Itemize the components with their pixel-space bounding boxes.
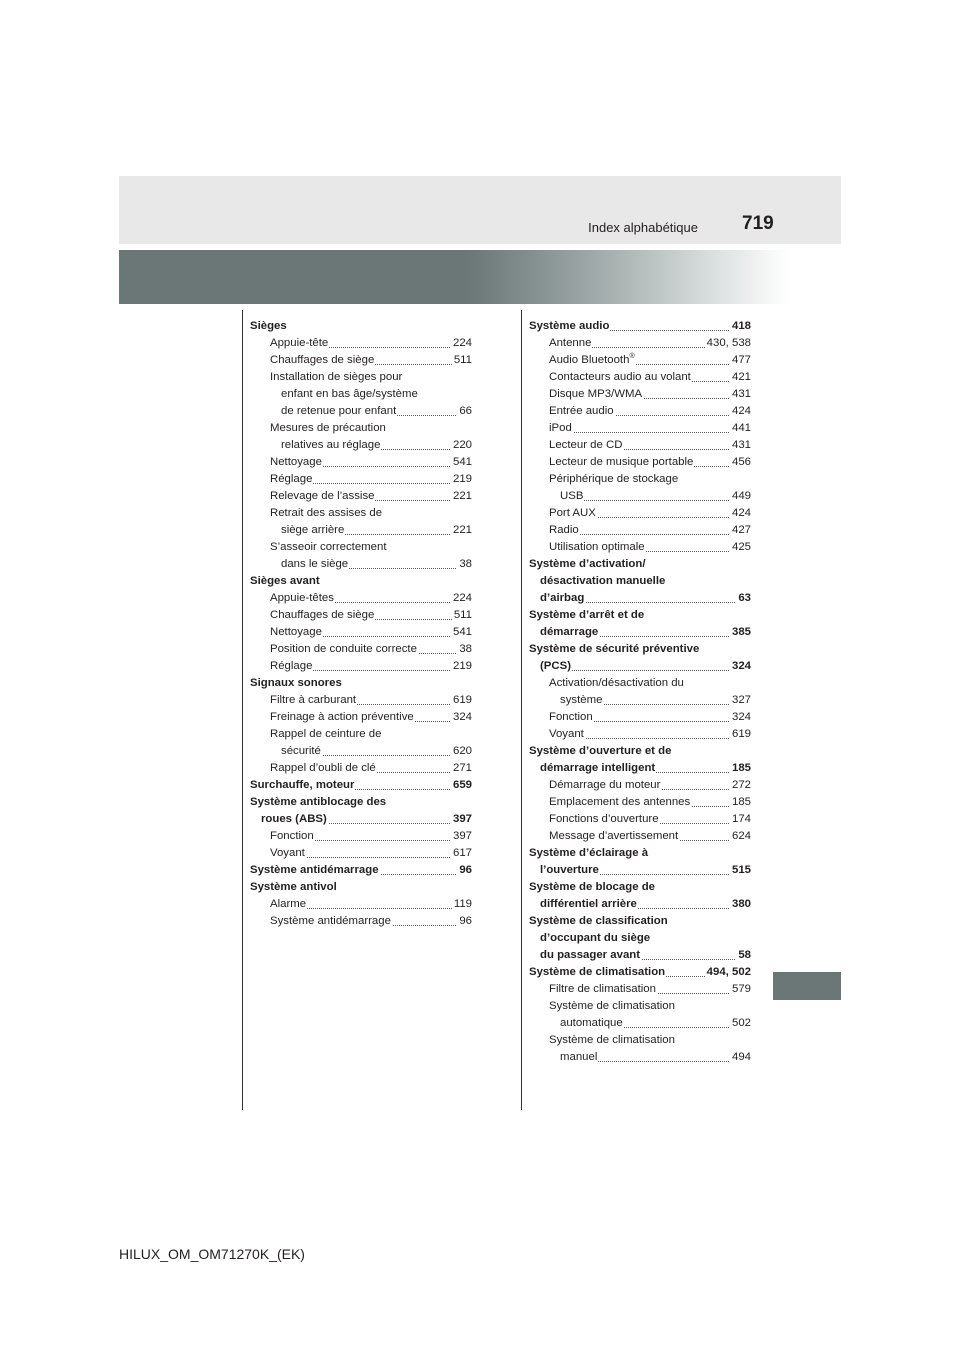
entry-text: Système d’éclairage à — [529, 847, 649, 859]
index-subentry — [250, 403, 472, 420]
entry-text: Périphérique de stockage — [549, 473, 679, 485]
index-subentry — [250, 488, 472, 505]
page-reference: 619 — [451, 692, 472, 709]
entry-text: l’ouverture — [540, 864, 599, 876]
page-reference: 431 — [730, 437, 751, 454]
page-reference: 541 — [451, 454, 472, 471]
entry-text: siège arrière — [281, 524, 345, 536]
page-reference: 327 — [730, 692, 751, 709]
index-subentry — [529, 1032, 751, 1049]
index-subentry — [529, 726, 751, 743]
index-heading — [529, 573, 751, 590]
index-heading — [529, 964, 751, 981]
index-subentry — [250, 522, 472, 539]
page-reference: 494 — [730, 1049, 751, 1066]
entry-text: Installation de sièges pour — [270, 371, 403, 383]
entry-text: système — [560, 694, 603, 706]
entry-text: Système d’ouverture et de — [529, 745, 672, 757]
dot-leader — [560, 500, 751, 501]
entry-text: Mesures de précaution — [270, 422, 386, 434]
index-subentry — [529, 794, 751, 811]
page-reference: 174 — [730, 811, 751, 828]
index-subentry — [529, 539, 751, 556]
index-subentry — [250, 658, 472, 675]
index-subentry — [529, 1015, 751, 1032]
index-heading — [529, 760, 751, 777]
entry-text: d’occupant du siège — [540, 932, 651, 944]
page-number: 719 — [742, 213, 774, 234]
index-column-left — [250, 318, 472, 930]
page-reference: 515 — [730, 862, 751, 879]
index-subentry — [529, 692, 751, 709]
index-subentry — [529, 488, 751, 505]
page-reference: 219 — [451, 471, 472, 488]
entry-text: Message d’avertissement — [549, 830, 679, 842]
entry-text: Système de blocage de — [529, 881, 655, 893]
entry-text: iPod — [549, 422, 572, 434]
entry-superscript: ® — [629, 353, 635, 361]
index-subentry — [529, 335, 751, 352]
entry-text: Système de climatisation — [549, 1000, 675, 1012]
page-reference: 224 — [451, 590, 472, 607]
index-heading — [529, 641, 751, 658]
index-heading — [250, 573, 472, 590]
page-reference: 220 — [451, 437, 472, 454]
index-heading — [529, 556, 751, 573]
index-subentry — [250, 454, 472, 471]
page-reference: 385 — [730, 624, 751, 641]
page-reference: 324 — [730, 658, 751, 675]
entry-text: Filtre de climatisation — [549, 983, 656, 995]
entry-text: Système antivol — [250, 881, 337, 893]
entry-text: démarrage intelligent — [540, 762, 656, 774]
page-reference: 324 — [451, 709, 472, 726]
entry-text: Voyant — [549, 728, 584, 740]
index-subentry — [250, 420, 472, 437]
entry-text: Rappel d’oubli de clé — [270, 762, 376, 774]
index-subentry — [529, 403, 751, 420]
index-subentry — [529, 437, 751, 454]
page-reference: 271 — [451, 760, 472, 777]
entry-text: S’asseoir correctement — [270, 541, 387, 553]
entry-text: sécurité — [281, 745, 321, 757]
header-gradient-bar — [119, 250, 789, 304]
entry-text: Port AUX — [549, 507, 596, 519]
entry-text: dans le siège — [281, 558, 349, 570]
entry-text: Réglage — [270, 660, 313, 672]
dot-leader — [549, 432, 751, 433]
page-reference: 477 — [730, 352, 751, 369]
index-subentry — [529, 709, 751, 726]
entry-text: Radio — [549, 524, 579, 536]
index-subentry — [529, 505, 751, 522]
page-reference: 624 — [730, 828, 751, 845]
page-reference: 617 — [451, 845, 472, 862]
index-subentry — [529, 981, 751, 998]
page-reference: 430, 538 — [705, 335, 751, 352]
entry-text: manuel — [560, 1051, 598, 1063]
section-title: Index alphabétique — [588, 220, 698, 235]
entry-text: Utilisation optimale — [549, 541, 645, 553]
entry-text: Entrée audio — [549, 405, 614, 417]
index-heading — [529, 624, 751, 641]
page-reference: 425 — [730, 539, 751, 556]
entry-text: Système antiblocage des — [250, 796, 387, 808]
left-column-rule — [242, 310, 243, 1110]
entry-text: (PCS) — [540, 660, 572, 672]
entry-text: Appuie-têtes — [270, 592, 334, 604]
page-reference: 221 — [451, 522, 472, 539]
entry-text: Activation/désactivation du — [549, 677, 684, 689]
header-band — [119, 176, 841, 244]
index-subentry — [529, 998, 751, 1015]
index-subentry — [529, 1049, 751, 1066]
page-reference: 431 — [730, 386, 751, 403]
page-reference: 66 — [457, 403, 472, 420]
page-reference: 219 — [451, 658, 472, 675]
entry-text: enfant en bas âge/système — [281, 388, 418, 400]
entry-text: Système de climatisation — [529, 966, 666, 978]
index-subentry — [250, 437, 472, 454]
page-reference: 224 — [451, 335, 472, 352]
page-reference: 397 — [451, 828, 472, 845]
entry-text: Antenne — [549, 337, 592, 349]
page-reference: 96 — [457, 913, 472, 930]
index-heading — [250, 777, 472, 794]
document-code: HILUX_OM_OM71270K_(EK) — [119, 1246, 305, 1262]
page-reference: 221 — [451, 488, 472, 505]
index-subentry — [250, 828, 472, 845]
entry-text: USB — [560, 490, 584, 502]
page-reference: 418 — [730, 318, 751, 335]
page-reference: 58 — [736, 947, 751, 964]
entry-text: automatique — [560, 1017, 623, 1029]
entry-text: Système d’arrêt et de — [529, 609, 645, 621]
index-heading — [529, 947, 751, 964]
index-subentry — [529, 828, 751, 845]
page-reference: 502 — [730, 1015, 751, 1032]
entry-text: Emplacement des antennes — [549, 796, 691, 808]
index-subentry — [250, 505, 472, 522]
index-heading — [529, 845, 751, 862]
index-subentry — [250, 760, 472, 777]
index-subentry — [250, 386, 472, 403]
page-reference: 119 — [452, 896, 472, 913]
index-heading — [529, 930, 751, 947]
index-subentry — [529, 454, 751, 471]
index-heading — [529, 913, 751, 930]
entry-text: Système antidémarrage — [250, 864, 379, 876]
index-subentry — [250, 845, 472, 862]
entry-text: Relevage de l’assise — [270, 490, 375, 502]
entry-text: Audio Bluetooth® — [549, 353, 635, 366]
entry-text: Sièges — [250, 320, 287, 332]
entry-text: Système d’activation/ — [529, 558, 646, 570]
index-heading — [529, 658, 751, 675]
page-reference: 63 — [736, 590, 751, 607]
chapter-side-tab — [773, 972, 841, 1000]
index-subentry — [529, 522, 751, 539]
page-reference: 541 — [451, 624, 472, 641]
index-subentry — [250, 896, 472, 913]
entry-text: Fonction — [549, 711, 593, 723]
page-reference: 619 — [730, 726, 751, 743]
page-reference: 511 — [452, 352, 472, 369]
entry-text: Filtre à carburant — [270, 694, 357, 706]
index-heading — [529, 590, 751, 607]
entry-text: Alarme — [270, 898, 307, 910]
index-subentry — [250, 335, 472, 352]
index-subentry — [529, 777, 751, 794]
index-subentry — [529, 386, 751, 403]
entry-text: Disque MP3/WMA — [549, 388, 643, 400]
page-reference: 38 — [457, 556, 472, 573]
entry-text: Nettoyage — [270, 456, 322, 468]
entry-text: Sièges avant — [250, 575, 320, 587]
index-subentry — [250, 556, 472, 573]
page-reference: 620 — [451, 743, 472, 760]
entry-text: relatives au réglage — [281, 439, 381, 451]
entry-text: Surchauffe, moteur — [250, 779, 355, 791]
entry-text: Système de sécurité préventive — [529, 643, 700, 655]
entry-text: Lecteur de musique portable — [549, 456, 694, 468]
entry-text: Chauffages de siège — [270, 354, 375, 366]
page-reference: 456 — [730, 454, 751, 471]
entry-text: du passager avant — [540, 949, 641, 961]
index-subentry — [250, 726, 472, 743]
index-heading — [529, 318, 751, 335]
page-reference: 659 — [451, 777, 472, 794]
entry-text: Système audio — [529, 320, 610, 332]
entry-text: d’airbag — [540, 592, 585, 604]
index-heading — [529, 607, 751, 624]
index-heading — [250, 318, 472, 335]
page-reference: 185 — [730, 794, 751, 811]
page-reference: 96 — [457, 862, 472, 879]
index-heading — [250, 794, 472, 811]
entry-text: désactivation manuelle — [540, 575, 666, 587]
page-reference: 421 — [730, 369, 751, 386]
index-subentry — [250, 369, 472, 386]
entry-text: Appuie-tête — [270, 337, 329, 349]
entry-text: Chauffages de siège — [270, 609, 375, 621]
entry-text: Démarrage du moteur — [549, 779, 661, 791]
page-reference: 427 — [730, 522, 751, 539]
index-heading — [250, 879, 472, 896]
entry-text: Nettoyage — [270, 626, 322, 638]
page-reference: 511 — [452, 607, 472, 624]
index-subentry — [250, 607, 472, 624]
page-reference: 449 — [730, 488, 751, 505]
index-subentry — [529, 420, 751, 437]
index-subentry — [250, 471, 472, 488]
index-subentry — [529, 811, 751, 828]
index-subentry — [529, 675, 751, 692]
entry-text: de retenue pour enfant — [281, 405, 397, 417]
index-heading — [529, 862, 751, 879]
page-reference: 424 — [730, 403, 751, 420]
entry-text: Signaux sonores — [250, 677, 342, 689]
index-subentry — [250, 539, 472, 556]
index-heading — [250, 862, 472, 879]
entry-text: Fonction — [270, 830, 314, 842]
index-subentry — [529, 471, 751, 488]
entry-text: Système de classification — [529, 915, 668, 927]
page-reference: 38 — [457, 641, 472, 658]
page-reference: 424 — [730, 505, 751, 522]
index-column-right — [529, 318, 751, 1066]
page-reference: 380 — [730, 896, 751, 913]
page-reference: 579 — [730, 981, 751, 998]
index-subentry — [250, 352, 472, 369]
entry-text: Lecteur de CD — [549, 439, 623, 451]
entry-text: Système de climatisation — [549, 1034, 675, 1046]
right-column-rule — [521, 310, 522, 1110]
entry-text: démarrage — [540, 626, 599, 638]
entry-text: Rappel de ceinture de — [270, 728, 382, 740]
index-heading — [529, 743, 751, 760]
index-heading — [529, 879, 751, 896]
index-subentry — [529, 352, 751, 369]
entry-text: roues (ABS) — [261, 813, 327, 825]
index-subentry — [250, 743, 472, 760]
index-subentry — [250, 709, 472, 726]
index-subentry — [529, 369, 751, 386]
entry-text: Contacteurs audio au volant — [549, 371, 691, 383]
entry-text: Système antidémarrage — [270, 915, 391, 927]
page-reference: 441 — [730, 420, 751, 437]
index-subentry — [250, 641, 472, 658]
entry-text: Réglage — [270, 473, 313, 485]
page-reference: 185 — [730, 760, 751, 777]
page-reference: 494, 502 — [705, 964, 751, 981]
entry-text: Retrait des assises de — [270, 507, 383, 519]
page-reference: 397 — [451, 811, 472, 828]
index-subentry — [250, 692, 472, 709]
entry-text: Fonctions d’ouverture — [549, 813, 659, 825]
page-reference: 272 — [730, 777, 751, 794]
index-heading — [250, 811, 472, 828]
index-heading — [250, 675, 472, 692]
entry-text: Freinage à action préventive — [270, 711, 414, 723]
entry-text: différentiel arrière — [540, 898, 637, 910]
entry-text: Position de conduite correcte — [270, 643, 417, 655]
index-subentry — [250, 913, 472, 930]
entry-text: Voyant — [270, 847, 305, 859]
index-subentry — [250, 624, 472, 641]
page-reference: 324 — [730, 709, 751, 726]
index-heading — [529, 896, 751, 913]
index-subentry — [250, 590, 472, 607]
